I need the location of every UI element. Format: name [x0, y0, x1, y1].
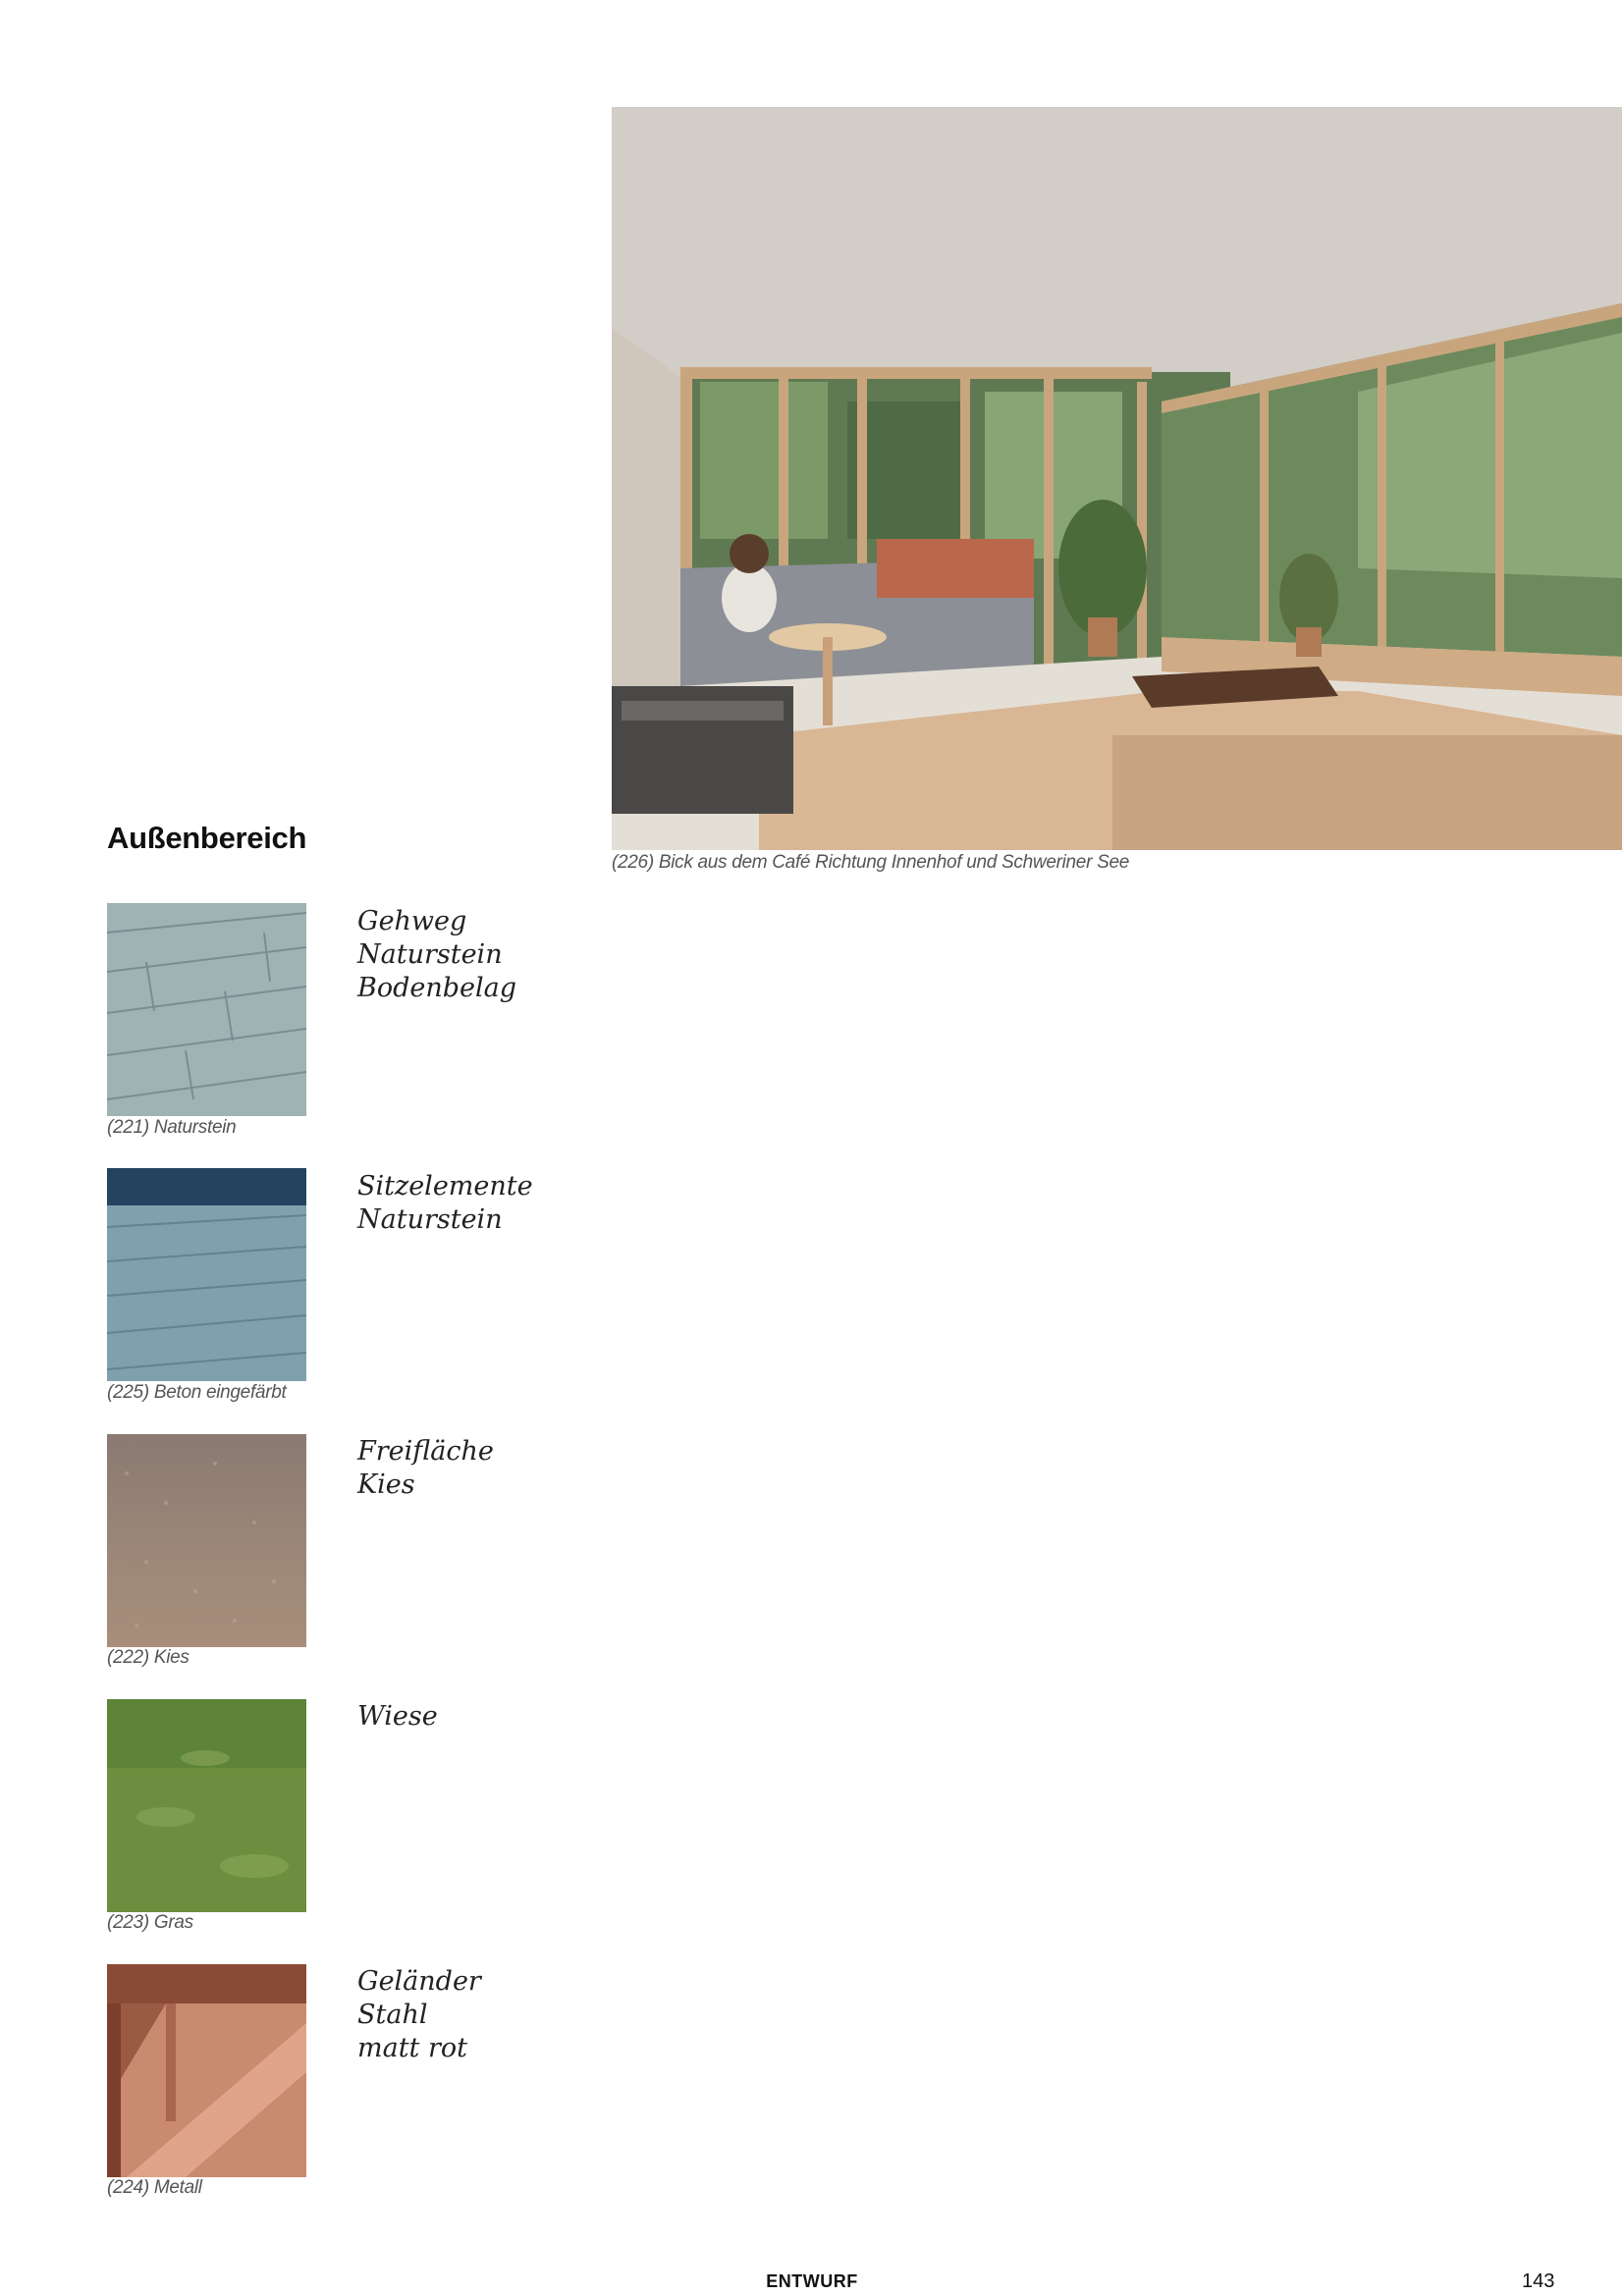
material-label-metall: Geländer Stahl matt rot: [357, 1966, 481, 2063]
material-swatch-gras: [107, 1699, 306, 1912]
main-image-caption: (226) Bick aus dem Café Richtung Innenhof und Schweriner See: [612, 852, 1129, 873]
material-caption-naturstein: (221) Naturstein: [107, 1117, 237, 1138]
cafe-interior-render: [612, 107, 1622, 850]
material-swatch-metall: [107, 1964, 306, 2177]
material-label-kies: Freifläche Kies: [357, 1436, 494, 1500]
material-caption-gras: (223) Gras: [107, 1912, 193, 1933]
cafe-render-illustration: [612, 107, 1622, 850]
material-label-gras: Wiese: [357, 1701, 438, 1732]
footer-label: ENTWURF: [766, 2271, 858, 2291]
section-title: Außenbereich: [107, 821, 307, 855]
material-caption-metall: (224) Metall: [107, 2177, 202, 2198]
material-swatch-beton: [107, 1168, 306, 1381]
material-label-beton: Sitzelemente Naturstein: [357, 1171, 533, 1235]
page-number: 143: [1522, 2270, 1555, 2292]
material-caption-kies: (222) Kies: [107, 1647, 189, 1668]
material-label-naturstein: Gehweg Naturstein Bodenbelag: [357, 906, 517, 1003]
material-swatch-kies: [107, 1434, 306, 1647]
material-caption-beton: (225) Beton eingefärbt: [107, 1382, 287, 1403]
material-swatch-naturstein: [107, 903, 306, 1116]
